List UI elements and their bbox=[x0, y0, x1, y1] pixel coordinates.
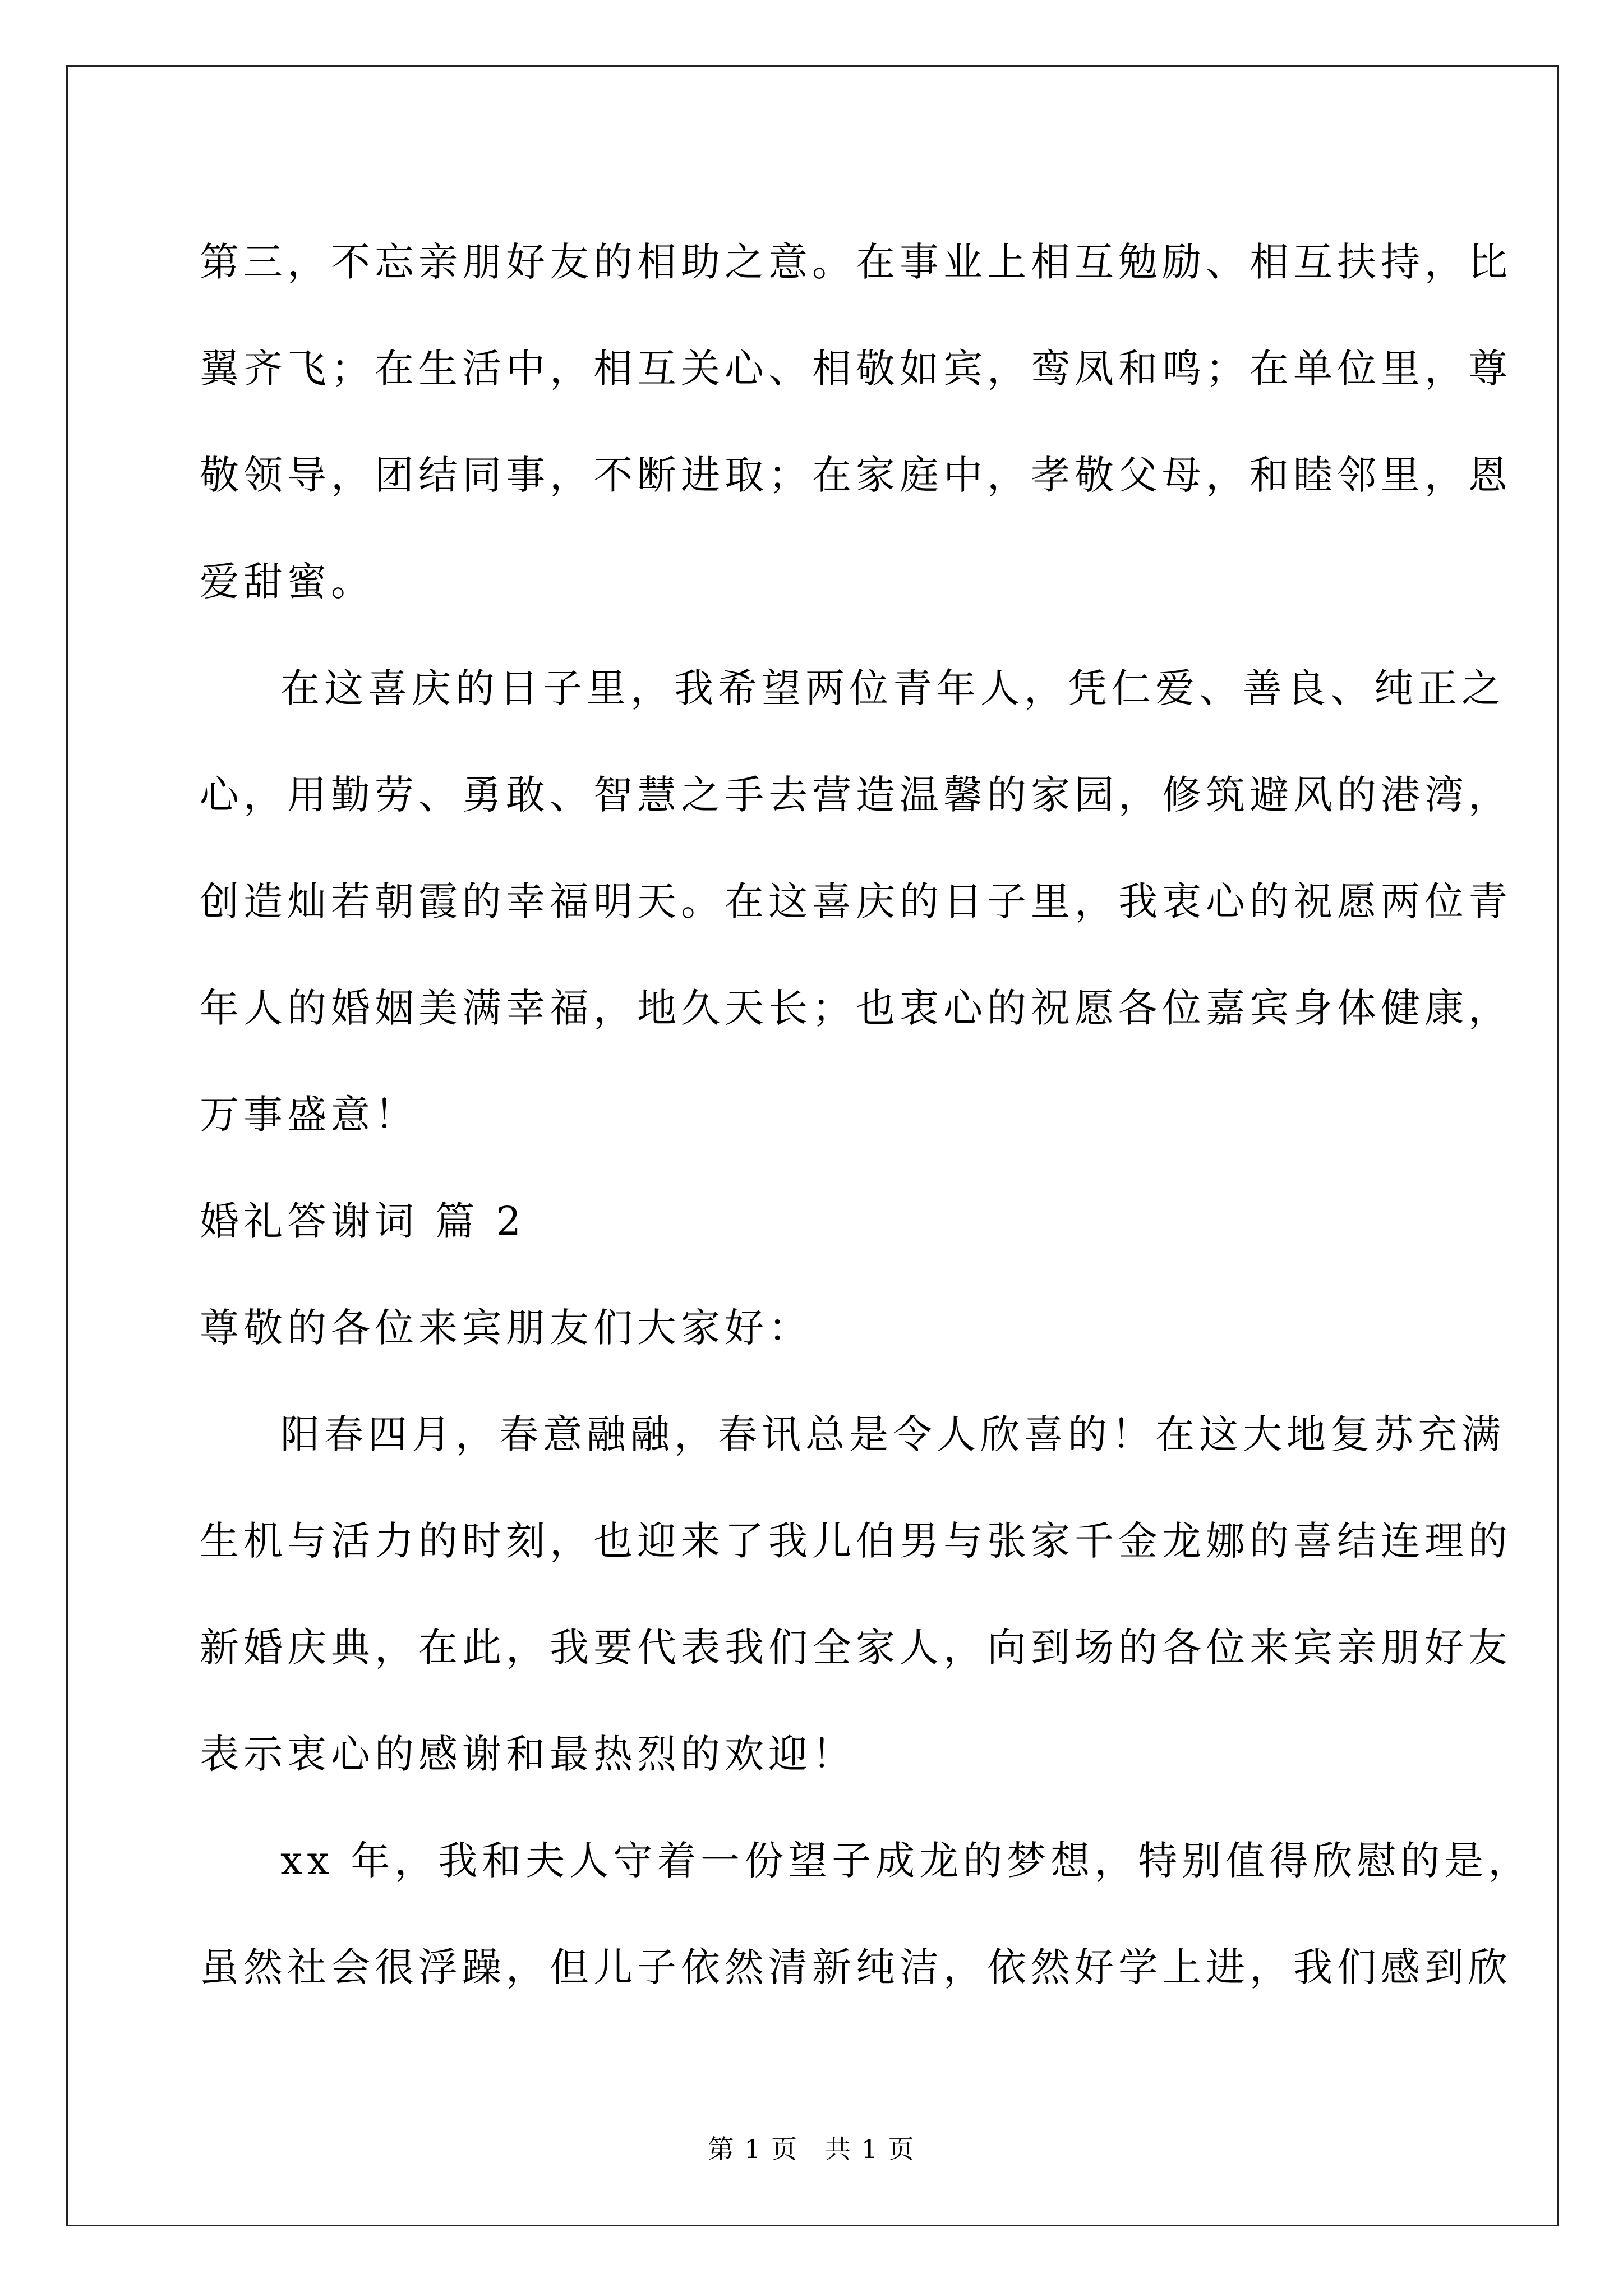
page-footer: 第 1 页 共 1 页 bbox=[708, 2134, 915, 2164]
text-line: 在这喜庆的日子里，我希望两位青年人，凭仁爱、善良、纯正之 bbox=[280, 665, 1505, 711]
document-body bbox=[200, 209, 1532, 2021]
text-line: 表示衷心的感谢和最热烈的欢迎！ bbox=[200, 1731, 856, 1777]
text-line: 创造灿若朝霞的幸福明天。在这喜庆的日子里，我衷心的祝愿两位青 bbox=[200, 878, 1512, 924]
text-line: 年人的婚姻美满幸福，地久天长；也衷心的祝愿各位嘉宾身体健康， bbox=[200, 985, 1512, 1031]
text-line: 阳春四月，春意融融，春讯总是令人欣喜的！在这大地复苏充满 bbox=[280, 1411, 1505, 1457]
text-line: 新婚庆典，在此，我要代表我们全家人，向到场的各位来宾亲朋好友 bbox=[200, 1625, 1512, 1671]
text-line: xx 年，我和夫人守着一份望子成龙的梦想，特别值得欣慰的是， bbox=[280, 1838, 1532, 1884]
salutation: 尊敬的各位来宾朋友们大家好： bbox=[200, 1305, 812, 1351]
text-line: 敬领导，团结同事，不断进取；在家庭中，孝敬父母，和睦邻里，恩 bbox=[200, 452, 1512, 498]
text-line: 万事盛意！ bbox=[200, 1092, 418, 1138]
text-line: 心，用勤劳、勇敢、智慧之手去营造温馨的家园，修筑避风的港湾， bbox=[200, 772, 1512, 818]
text-line: 生机与活力的时刻，也迎来了我儿伯男与张家千金龙娜的喜结连理的 bbox=[200, 1518, 1512, 1564]
section-heading: 婚礼答谢词 篇 2 bbox=[200, 1198, 526, 1244]
text-line: 翼齐飞；在生活中，相互关心、相敬如宾，鸾凤和鸣；在单位里，尊 bbox=[200, 346, 1512, 392]
text-line: 虽然社会很浮躁，但儿子依然清新纯洁，依然好学上进，我们感到欣 bbox=[200, 1944, 1512, 1990]
text-line: 第三，不忘亲朋好友的相助之意。在事业上相互勉励、相互扶持，比 bbox=[200, 239, 1512, 285]
text-line: 爱甜蜜。 bbox=[200, 559, 375, 605]
